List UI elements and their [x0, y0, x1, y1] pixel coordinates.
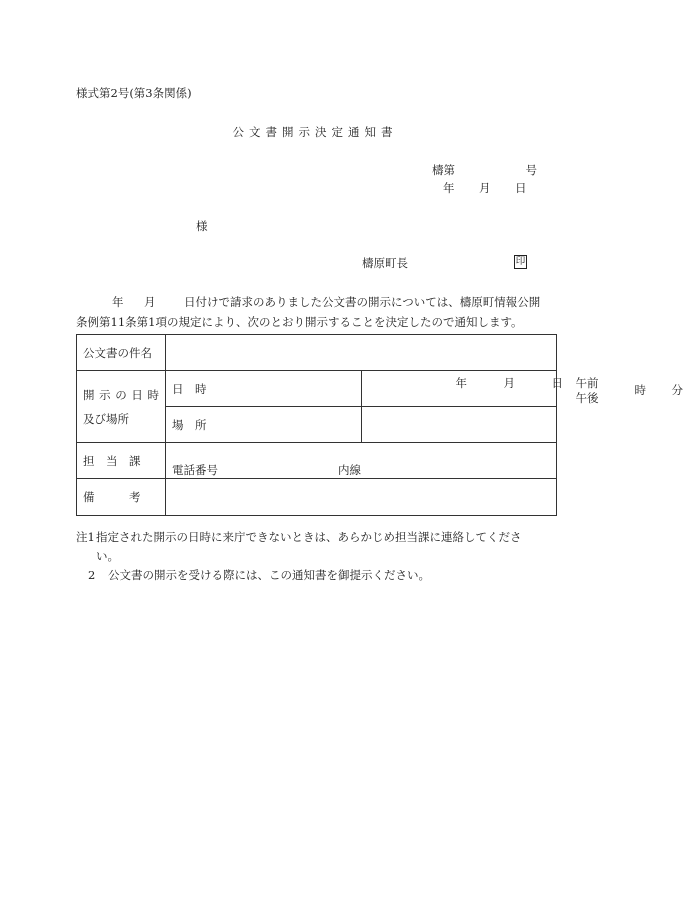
- body-year: 年: [112, 295, 124, 309]
- date-year: 年: [443, 181, 455, 195]
- datetime-year: 年: [455, 376, 467, 390]
- department-label: 担 当 課: [77, 443, 166, 479]
- body-line-2: 条例第11条第1項の規定により、次のとおり開示することを決定したので通知します。: [76, 315, 523, 329]
- datetime-am: 午前: [575, 376, 599, 390]
- remarks-label: 備 考: [77, 479, 166, 516]
- datetime-place-label: [77, 371, 166, 443]
- note-2-prefix: 2: [88, 568, 96, 582]
- date-day: 日: [515, 181, 527, 195]
- info-table: [76, 334, 683, 516]
- datetime-place-label-2: 及び場所: [83, 411, 129, 426]
- remarks-value: [166, 479, 557, 516]
- body-line-1-rest: 日付けで請求のありました公文書の開示については、檮原町情報公開: [184, 295, 541, 309]
- datetime-place-label-1: 開 示 の 日 時: [83, 387, 159, 402]
- department-value: [166, 443, 557, 479]
- table-row-remarks: [77, 479, 557, 516]
- phone-label: 電話番号: [172, 463, 218, 477]
- date-month: 月: [479, 181, 491, 195]
- document-number-prefix: 檮第: [432, 163, 455, 177]
- datetime-month: 月: [503, 376, 515, 390]
- sender-name: 檮原町長: [362, 256, 408, 270]
- table-row-department: [77, 443, 557, 479]
- document-date: [443, 180, 527, 196]
- seal-mark: 印: [515, 256, 526, 267]
- datetime-minute: 分: [671, 383, 683, 397]
- body-month: 月: [144, 295, 156, 309]
- table-row-subject: [77, 335, 557, 371]
- addressee-suffix: 様: [196, 219, 208, 233]
- datetime-label: 日 時: [166, 371, 362, 407]
- subject-value: [166, 335, 557, 371]
- datetime-hour: 時: [634, 383, 646, 397]
- body-line-1: [76, 292, 560, 312]
- form-label: 様式第2号(第3条関係): [76, 86, 192, 100]
- note-1-line-1: 指定された開示の日時に来庁できないときは、あらかじめ担当課に連絡してくださ: [96, 530, 522, 544]
- subject-label: 公文書の件名: [77, 335, 166, 371]
- document-number-suffix: 号: [525, 163, 537, 177]
- datetime-value: [361, 371, 683, 407]
- notes: [76, 528, 560, 585]
- datetime-day: 日: [551, 376, 563, 390]
- note-1: [76, 528, 560, 547]
- note-2-text: 公文書の開示を受ける際には、この通知書を御提示ください。: [108, 568, 430, 582]
- page-title: 公文書開示決定通知書: [232, 125, 398, 139]
- datetime-pm: 午後: [575, 391, 599, 405]
- place-label: 場 所: [166, 407, 362, 443]
- note-1-line-2: い。: [96, 549, 119, 563]
- extension-label: 内線: [338, 463, 361, 477]
- document-number: [432, 162, 537, 178]
- note-1-prefix: 注1: [76, 530, 95, 544]
- place-value: [361, 407, 557, 443]
- body-text: [76, 292, 560, 332]
- note-2: [76, 566, 560, 585]
- table-row-datetime: [77, 371, 557, 407]
